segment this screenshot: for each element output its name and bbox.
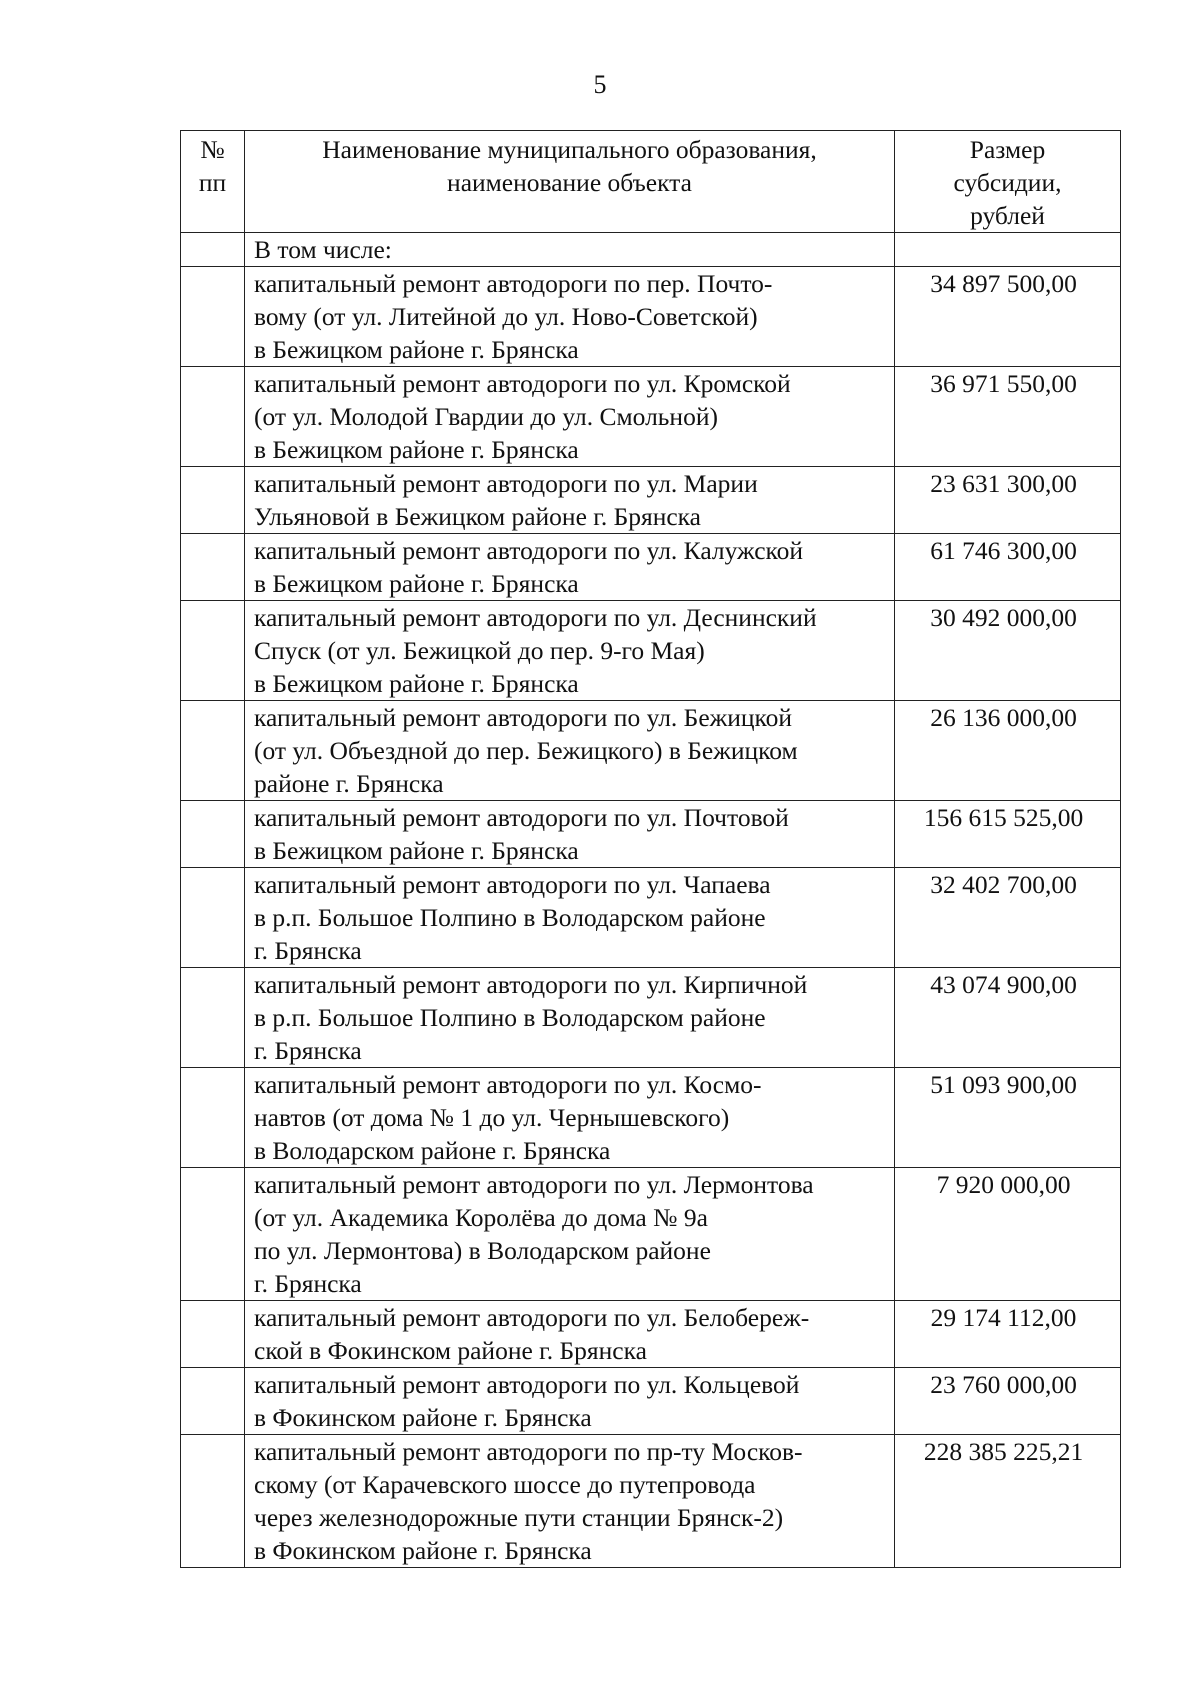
object-name-line: Спуск (от ул. Бежицкой до пер. 9-го Мая)	[254, 636, 705, 665]
table-row	[181, 1168, 1121, 1301]
table-row	[181, 1435, 1121, 1568]
row-number-cell	[181, 1068, 245, 1168]
row-number-cell	[181, 233, 245, 267]
object-name-cell	[245, 1068, 895, 1168]
object-name-line: по ул. Лермонтова) в Володарском районе	[254, 1236, 711, 1265]
header-text-line: наименование объекта	[447, 168, 692, 197]
header-text-line: №	[200, 135, 225, 164]
object-name-cell	[245, 868, 895, 968]
subsidy-amount-cell	[895, 701, 1121, 801]
row-number-cell	[181, 267, 245, 367]
table-row	[181, 868, 1121, 968]
object-name-line: капитальный ремонт автодороги по ул. Почтовой	[254, 803, 789, 832]
object-name-line: (от ул. Объездной до пер. Бежицкого) в Бежицком	[254, 736, 798, 765]
subsidy-amount: 26 136 000,00	[930, 703, 1077, 732]
subtitle-cell	[245, 233, 895, 267]
subsidy-amount: 23 760 000,00	[930, 1370, 1077, 1399]
object-name-line: г. Брянска	[254, 1036, 362, 1065]
subsidy-amount: 29 174 112,00	[930, 1303, 1077, 1332]
table-row	[181, 1301, 1121, 1368]
subsidy-amount: 34 897 500,00	[930, 269, 1077, 298]
object-name-cell	[245, 601, 895, 701]
subsidy-amount: 228 385 225,21	[923, 1437, 1084, 1466]
header-amount-column	[895, 131, 1121, 233]
object-name-line: ской в Фокинском районе г. Брянска	[254, 1336, 647, 1365]
row-number-cell	[181, 601, 245, 701]
object-name-line: капитальный ремонт автодороги по ул. Деснинский	[254, 603, 817, 632]
subsidy-table	[180, 130, 1121, 1568]
row-number-cell	[181, 701, 245, 801]
object-name-line: капитальный ремонт автодороги по ул. Кромской	[254, 369, 791, 398]
object-name-line: в Фокинском районе г. Брянска	[254, 1536, 592, 1565]
object-name-line: (от ул. Академика Королёва до дома № 9а	[254, 1203, 708, 1232]
row-number-cell	[181, 467, 245, 534]
object-name-line: капитальный ремонт автодороги по ул. Лермонтова	[254, 1170, 814, 1199]
object-name-line: в Володарском районе г. Брянска	[254, 1136, 611, 1165]
object-name-line: капитальный ремонт автодороги по ул. Белобереж-	[254, 1303, 810, 1332]
object-name-cell	[245, 1168, 895, 1301]
object-name-line: в Бежицком районе г. Брянска	[254, 836, 579, 865]
object-name-cell	[245, 701, 895, 801]
object-name-line: капитальный ремонт автодороги по ул. Марии	[254, 469, 758, 498]
row-number-cell	[181, 367, 245, 467]
table-row	[181, 968, 1121, 1068]
subsidy-amount-cell	[895, 1068, 1121, 1168]
subsidy-amount: 156 615 525,00	[923, 803, 1084, 832]
object-name-line: капитальный ремонт автодороги по ул. Космо-	[254, 1070, 762, 1099]
object-name-cell	[245, 1435, 895, 1568]
subsidy-amount: 7 920 000,00	[936, 1170, 1071, 1199]
subsidy-amount: 51 093 900,00	[930, 1070, 1077, 1099]
header-text-line: Наименование муниципального образования,	[322, 135, 817, 164]
subsidy-amount-cell	[895, 267, 1121, 367]
subsidy-amount-cell	[895, 534, 1121, 601]
subsidy-amount: 23 631 300,00	[930, 469, 1077, 498]
header-number-column	[181, 131, 245, 233]
subsidy-amount: 30 492 000,00	[930, 603, 1077, 632]
object-name-line: капитальный ремонт автодороги по ул. Кольцевой	[254, 1370, 800, 1399]
header-name-column	[245, 131, 895, 233]
subsidy-amount-cell	[895, 367, 1121, 467]
row-number-cell	[181, 868, 245, 968]
object-name-line: в Бежицком районе г. Брянска	[254, 335, 579, 364]
table-row	[181, 467, 1121, 534]
row-number-cell	[181, 968, 245, 1068]
object-name-line: скому (от Карачевского шоссе до путепровода	[254, 1470, 756, 1499]
row-amount-cell	[895, 233, 1121, 267]
object-name-cell	[245, 1368, 895, 1435]
object-name-line: капитальный ремонт автодороги по пр-ту Москов-	[254, 1437, 803, 1466]
object-name-cell	[245, 968, 895, 1068]
subsidy-amount: 36 971 550,00	[930, 369, 1077, 398]
subsidy-amount: 32 402 700,00	[930, 870, 1077, 899]
table-row	[181, 1068, 1121, 1168]
object-name-line: Ульяновой в Бежицком районе г. Брянска	[254, 502, 701, 531]
subtitle-row	[181, 233, 1121, 267]
object-name-line: через железнодорожные пути станции Брянск-2)	[254, 1503, 784, 1532]
table-row	[181, 267, 1121, 367]
header-text-line: пп	[198, 168, 227, 197]
table-row	[181, 534, 1121, 601]
header-text-line: Размер	[969, 135, 1046, 164]
object-name-line: в р.п. Большое Полпино в Володарском районе	[254, 903, 766, 932]
object-name-line: г. Брянска	[254, 1269, 362, 1298]
row-number-cell	[181, 1301, 245, 1368]
object-name-line: навтов (от дома № 1 до ул. Чернышевского)	[254, 1103, 730, 1132]
subsidy-amount-cell	[895, 1435, 1121, 1568]
subsidy-amount-cell	[895, 1368, 1121, 1435]
subsidy-amount-cell	[895, 868, 1121, 968]
object-name-line: капитальный ремонт автодороги по ул. Кирпичной	[254, 970, 808, 999]
object-name-line: в Бежицком районе г. Брянска	[254, 669, 579, 698]
table-row	[181, 367, 1121, 467]
subsidy-amount-cell	[895, 601, 1121, 701]
object-name-line: в Бежицком районе г. Брянска	[254, 569, 579, 598]
table-header-row	[181, 131, 1121, 233]
object-name-cell	[245, 534, 895, 601]
table-row	[181, 701, 1121, 801]
subsidy-amount-cell	[895, 1301, 1121, 1368]
table-row	[181, 601, 1121, 701]
row-number-cell	[181, 1368, 245, 1435]
subsidy-amount-cell	[895, 1168, 1121, 1301]
subsidy-amount-cell	[895, 968, 1121, 1068]
page-number: 5	[593, 70, 607, 99]
object-name-line: районе г. Брянска	[254, 769, 444, 798]
header-text-line: субсидии,	[953, 168, 1062, 197]
object-name-line: вому (от ул. Литейной до ул. Ново-Советской)	[254, 302, 758, 331]
subsidy-amount: 43 074 900,00	[930, 970, 1077, 999]
subsidy-amount-cell	[895, 467, 1121, 534]
row-number-cell	[181, 801, 245, 868]
object-name-cell	[245, 367, 895, 467]
row-number-cell	[181, 1168, 245, 1301]
object-name-cell	[245, 467, 895, 534]
subsidy-amount: 61 746 300,00	[930, 536, 1077, 565]
object-name-cell	[245, 267, 895, 367]
row-number-cell	[181, 1435, 245, 1568]
object-name-line: капитальный ремонт автодороги по ул. Бежицкой	[254, 703, 793, 732]
object-name-cell	[245, 801, 895, 868]
object-name-line: в Фокинском районе г. Брянска	[254, 1403, 592, 1432]
object-name-line: в Бежицком районе г. Брянска	[254, 435, 579, 464]
object-name-line: (от ул. Молодой Гвардии до ул. Смольной)	[254, 402, 718, 431]
object-name-line: капитальный ремонт автодороги по ул. Чапаева	[254, 870, 771, 899]
object-name-cell	[245, 1301, 895, 1368]
row-number-cell	[181, 534, 245, 601]
subtitle-text: В том числе:	[254, 235, 392, 264]
object-name-line: в р.п. Большое Полпино в Володарском районе	[254, 1003, 766, 1032]
object-name-line: г. Брянска	[254, 936, 362, 965]
table-row	[181, 1368, 1121, 1435]
object-name-line: капитальный ремонт автодороги по ул. Калужской	[254, 536, 803, 565]
object-name-line: капитальный ремонт автодороги по пер. Почто-	[254, 269, 773, 298]
header-text-line: рублей	[970, 201, 1045, 230]
table-row	[181, 801, 1121, 868]
subsidy-amount-cell	[895, 801, 1121, 868]
